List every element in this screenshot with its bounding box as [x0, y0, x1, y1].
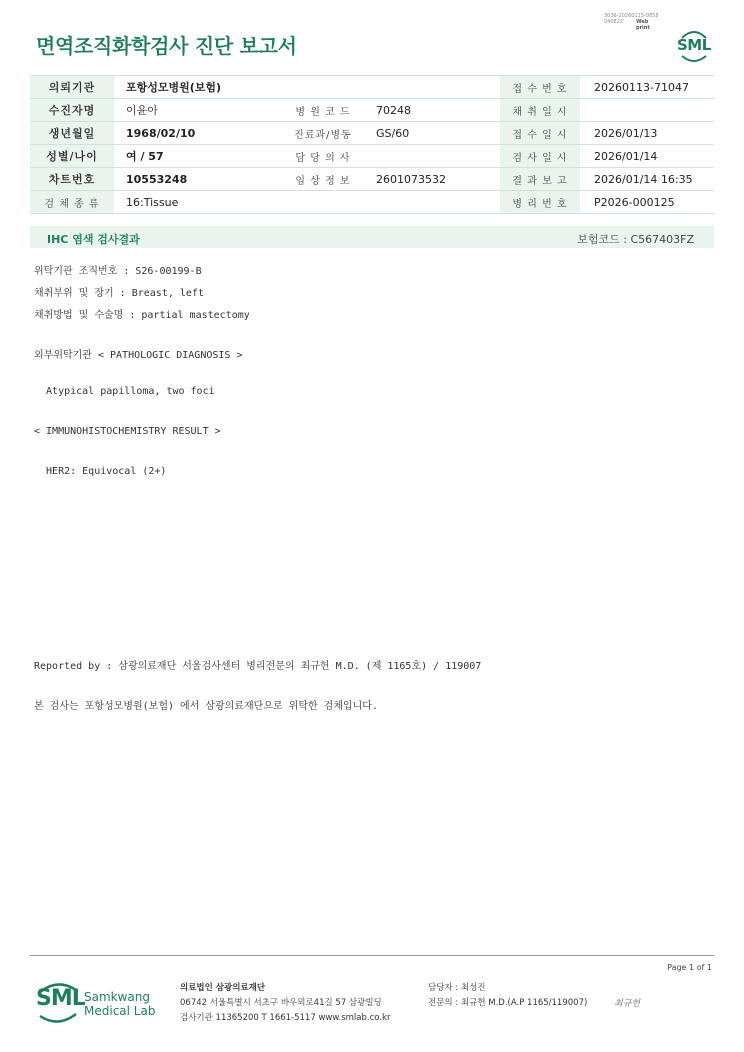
signature: 최규헌	[614, 999, 641, 1009]
info-row	[30, 76, 714, 99]
ihc-result-header	[30, 226, 714, 248]
logo-name-line2: Medical Lab	[84, 1004, 156, 1018]
label-clinical-info: 임 상 정 보	[282, 168, 364, 191]
page-number: Page 1 of 1	[667, 963, 712, 972]
specialist-name: 전문의 : 최규헌 M.D.(A.P 1165/119007)	[428, 998, 588, 1008]
value-patient-name: 이윤아	[114, 99, 282, 122]
footer-divider	[30, 955, 714, 956]
her2-result: HER2: Equivocal (2+)	[34, 466, 167, 477]
info-row	[30, 122, 714, 145]
web-print-label: Web print	[636, 19, 650, 31]
value-accession-number: 20260113-71047	[580, 76, 714, 99]
reported-by-line: Reported by : 삼광의료재단 서울검사센터 병리전문의 최규헌 M.D. (제 1165호) / 119007	[34, 661, 482, 672]
value-specimen-type: 16:Tissue	[114, 191, 500, 214]
footer-staff	[428, 981, 587, 1011]
value-chart-number: 10553248	[114, 168, 282, 191]
label-birth-date: 생년월일	[30, 122, 114, 145]
value-hospital-code: 70248	[364, 99, 500, 122]
label-pathology-number: 병 리 번 호	[500, 191, 580, 214]
collection-site-line: 채취부위 및 장기 : Breast, left	[34, 288, 204, 299]
label-sex-age: 성별/나이	[30, 145, 114, 168]
label-receipt-date: 접 수 일 시	[500, 122, 580, 145]
label-test-date: 검 사 일 시	[500, 145, 580, 168]
label-requesting-institution: 의뢰기관	[30, 76, 114, 99]
manager-name: 담당자 : 최성진	[428, 983, 486, 993]
report-title: 면역조직화학검사 진단 보고서	[36, 34, 297, 58]
document-id	[604, 13, 659, 31]
logo-name-line1: Samkwang	[84, 990, 150, 1004]
info-row	[30, 145, 714, 168]
specimen-id-line: 위탁기관 조직번호 : S26-00199-B	[34, 266, 202, 277]
org-name: 의료법인 삼광의료재단	[180, 983, 266, 993]
label-physician: 담 당 의 사	[282, 145, 364, 168]
section-title: IHC 염색 검사결과	[47, 233, 140, 246]
logo-bottom-name	[84, 990, 155, 1018]
value-requesting-institution: 포항성모병원(보험)	[114, 76, 500, 99]
value-sex-age: 여 / 57	[114, 145, 282, 168]
footer-organization	[180, 981, 390, 1026]
value-receipt-date: 2026/01/13	[580, 122, 714, 145]
value-pathology-number: P2026-000125	[580, 191, 714, 214]
label-accession-number: 접 수 번 호	[500, 76, 580, 99]
ihc-result-heading: < IMMUNOHISTOCHEMISTRY RESULT >	[34, 426, 221, 437]
value-birth-date: 1968/02/10	[114, 122, 282, 145]
diagnosis-text: Atypical papilloma, two foci	[34, 386, 215, 397]
org-address: 06742 서울특별시 서초구 바우뫼로41길 57 삼광빌딩	[180, 998, 382, 1008]
info-row	[30, 99, 714, 122]
value-collection-date	[580, 99, 714, 122]
pathologic-diagnosis-heading: 외부위탁기관 < PATHOLOGIC DIAGNOSIS >	[34, 350, 243, 361]
insurance-code: 보험코드 : C567403FZ	[577, 233, 694, 246]
label-result-report: 결 과 보 고	[500, 168, 580, 191]
label-hospital-code: 병 원 코 드	[282, 99, 364, 122]
label-department: 진료과/병동	[282, 122, 364, 145]
logo-bottom-sml: SML	[36, 986, 85, 1011]
value-result-report: 2026/01/14 16:35	[580, 168, 714, 191]
label-chart-number: 차트번호	[30, 168, 114, 191]
label-collection-date: 채 취 일 시	[500, 99, 580, 122]
info-row	[30, 168, 714, 191]
sml-logo-top	[674, 28, 714, 64]
document-code: 3036-20260115-0858 040822	[604, 13, 659, 25]
procedure-line: 채취방법 및 수술명 : partial mastectomy	[34, 310, 250, 321]
value-test-date: 2026/01/14	[580, 145, 714, 168]
value-clinical-info: 2601073532	[364, 168, 500, 191]
org-contact: 검사기관 11365200 T 1661-5117 www.smlab.co.kr	[180, 1013, 391, 1023]
label-patient-name: 수진자명	[30, 99, 114, 122]
patient-info-table	[30, 75, 714, 214]
value-physician	[364, 145, 500, 168]
info-row	[30, 191, 714, 214]
consignment-notice: 본 검사는 포항성모병원(보험) 에서 삼광의료재단으로 위탁한 검체입니다.	[34, 701, 378, 712]
value-department: GS/60	[364, 122, 500, 145]
sml-logo-bottom	[36, 980, 166, 1026]
logo-top-text: SML	[677, 36, 711, 54]
label-specimen-type: 검 체 종 류	[30, 191, 114, 214]
